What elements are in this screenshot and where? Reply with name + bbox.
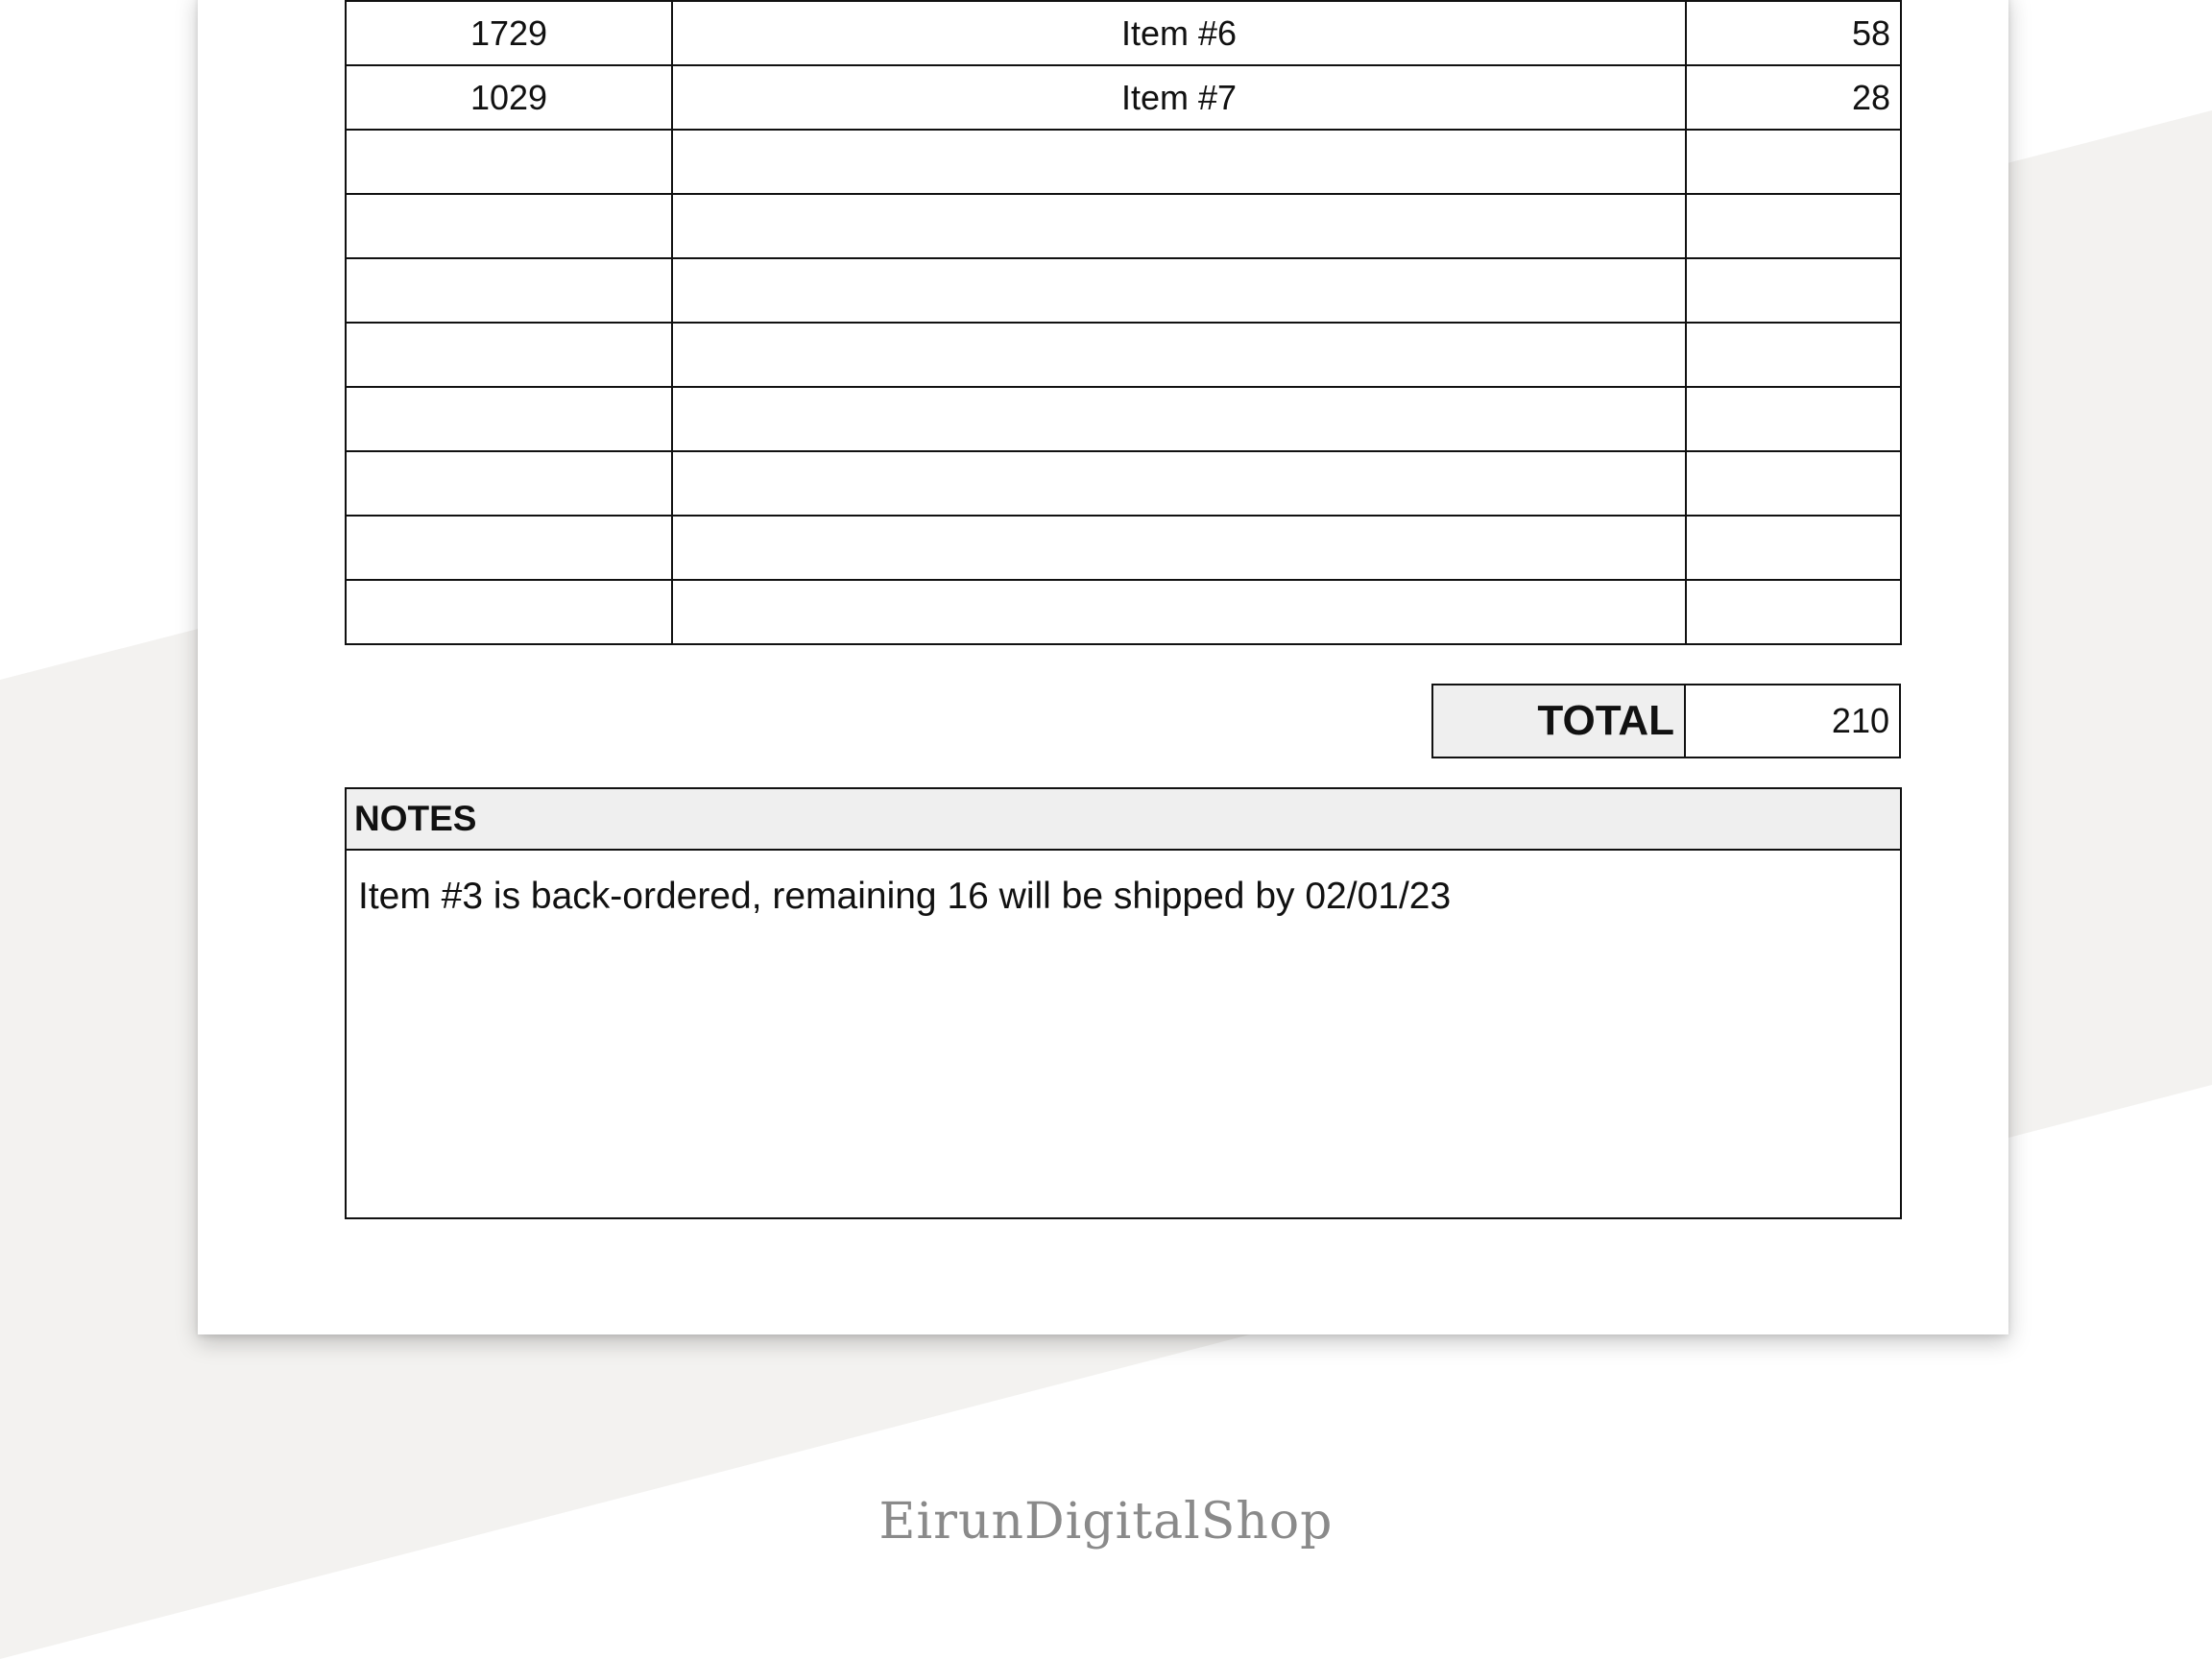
notes-header: NOTES	[347, 789, 1900, 851]
row-number-cell	[346, 323, 672, 387]
total-label: TOTAL	[1431, 684, 1686, 758]
total-row	[1431, 684, 1901, 758]
row-item-cell	[672, 194, 1686, 258]
brand-watermark: EirunDigitalShop	[878, 1493, 1334, 1551]
row-item-cell	[672, 387, 1686, 451]
row-number-cell	[346, 580, 672, 644]
row-item-cell	[672, 258, 1686, 323]
table-row	[346, 516, 1901, 580]
row-quantity-cell	[1686, 258, 1901, 323]
row-item-cell	[672, 451, 1686, 516]
table-row	[346, 65, 1901, 130]
row-number-cell	[346, 258, 672, 323]
row-item-cell	[672, 130, 1686, 194]
row-quantity-cell: 28	[1686, 65, 1901, 130]
row-item-cell	[672, 323, 1686, 387]
row-quantity-cell	[1686, 387, 1901, 451]
row-number-cell	[346, 194, 672, 258]
table-row	[346, 323, 1901, 387]
table-row	[346, 130, 1901, 194]
row-number-cell	[346, 130, 672, 194]
row-number-cell	[346, 451, 672, 516]
table-row	[346, 194, 1901, 258]
row-quantity-cell	[1686, 130, 1901, 194]
row-item-cell	[672, 580, 1686, 644]
row-quantity-cell	[1686, 194, 1901, 258]
row-number-cell	[346, 387, 672, 451]
row-number-cell: 1729	[346, 1, 672, 65]
row-number-cell: 1029	[346, 65, 672, 130]
notes-box	[345, 787, 1902, 1219]
row-number-cell	[346, 516, 672, 580]
row-quantity-cell: 58	[1686, 1, 1901, 65]
table-row	[346, 387, 1901, 451]
row-item-cell: Item #6	[672, 1, 1686, 65]
table-row	[346, 258, 1901, 323]
document-page	[198, 0, 2008, 1334]
row-quantity-cell	[1686, 516, 1901, 580]
row-quantity-cell	[1686, 451, 1901, 516]
table-row	[346, 1, 1901, 65]
table-row	[346, 580, 1901, 644]
items-table	[345, 0, 1902, 645]
row-quantity-cell	[1686, 323, 1901, 387]
row-quantity-cell	[1686, 580, 1901, 644]
notes-text: Item #3 is back-ordered, remaining 16 will be shipped by 02/01/23	[358, 876, 1452, 917]
row-item-cell	[672, 516, 1686, 580]
table-row	[346, 451, 1901, 516]
items-table-body	[346, 1, 1901, 644]
row-item-cell: Item #7	[672, 65, 1686, 130]
total-value: 210	[1686, 684, 1901, 758]
